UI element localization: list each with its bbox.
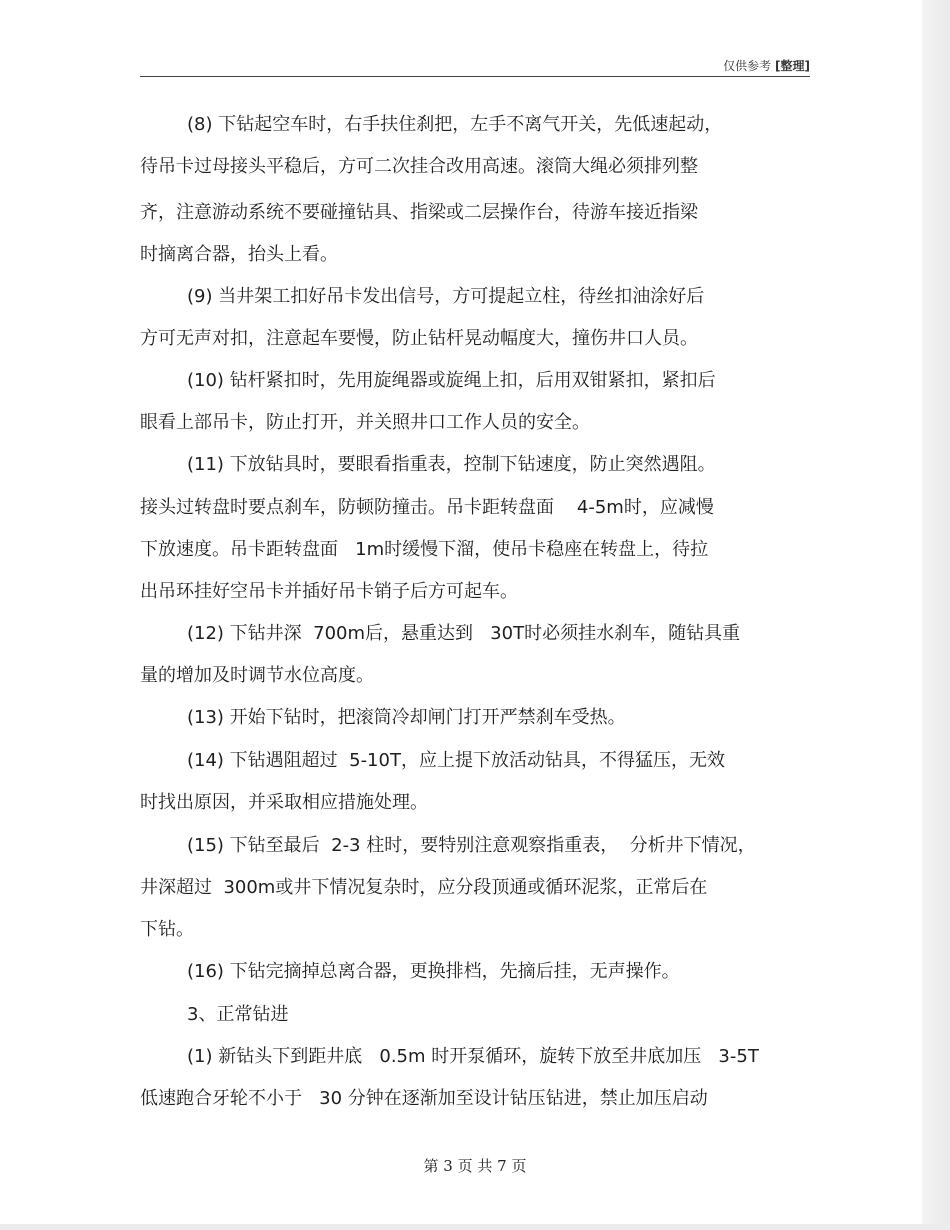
text-line: (16) 下钻完摘掉总离合器，更换排档，先摘后挂，无声操作。 [187,961,680,982]
text-line: 量的增加及时调节水位高度。 [140,665,374,686]
text-line: (13) 开始下钻时，把滚筒冷却闸门打开严禁刹车受热。 [187,707,626,728]
text-line: (1) 新钻头下到距井底 0.5m 时开泵循环，旋转下放至井底加压 3-5T [187,1046,759,1067]
text-line: (10) 钻杆紧扣时，先用旋绳器或旋绳上扣，后用双钳紧扣，紧扣后 [187,370,716,391]
header-label: 仅供参考 [723,59,772,73]
text-line: (12) 下钻井深 700m后，悬重达到 30T时必须挂水刹车，随钻具重 [187,623,741,644]
page-header [140,50,810,77]
page-bottom-edge [0,1224,950,1230]
section-heading: 3、正常钻进 [187,1004,289,1025]
text-line: 低速跑合牙轮不小于 30 分钟在逐渐加至设计钻压钻进，禁止加压启动 [140,1088,708,1109]
text-line: (8) 下钻起空车时，右手扶住刹把，左手不离气开关，先低速起动， [187,114,723,135]
text-line: (14) 下钻遇阻超过 5-10T，应上提下放活动钻具，不得猛压，无效 [187,750,725,771]
text-line: 眼看上部吊卡，防止打开，并关照井口工作人员的安全。 [140,412,590,433]
text-line: 待吊卡过母接头平稳后，方可二次挂合改用高速。滚筒大绳必须排列整 [140,156,698,177]
header-tag: [整理] [775,59,810,73]
text-line: 井深超过 300m或井下情况复杂时，应分段顶通或循环泥浆，正常后在 [140,877,708,898]
text-line: 下放速度。吊卡距转盘面 1m时缓慢下溜，使吊卡稳座在转盘上，待拉 [140,539,709,560]
text-line: 时摘离合器，抬头上看。 [140,244,338,265]
text-line: 接头过转盘时要点刹车，防顿防撞击。吊卡距转盘面 4-5m时，应减慢 [140,497,714,518]
text-line: 出吊环挂好空吊卡并插好吊卡销子后方可起车。 [140,581,518,602]
text-line: (9) 当井架工扣好吊卡发出信号，方可提起立柱，待丝扣油涂好后 [187,286,705,307]
text-line: 齐，注意游动系统不要碰撞钻具、指梁或二层操作台，待游车接近指梁 [140,202,698,223]
text-line: 时找出原因，并采取相应措施处理。 [140,792,428,813]
text-line: (11) 下放钻具时，要眼看指重表，控制下钻速度，防止突然遇阻。 [187,454,716,475]
text-line: 方可无声对扣，注意起车要慢，防止钻杆晃动幅度大，撞伤井口人员。 [140,328,698,349]
page-number-footer: 第 3 页 共 7 页 [423,1157,527,1175]
page-edge-shadow [922,0,950,1230]
text-line: 下钻。 [140,919,194,940]
header-text [723,57,810,74]
text-line: (15) 下钻至最后 2-3 柱时，要特别注意观察指重表， 分析井下情况， [187,835,756,856]
